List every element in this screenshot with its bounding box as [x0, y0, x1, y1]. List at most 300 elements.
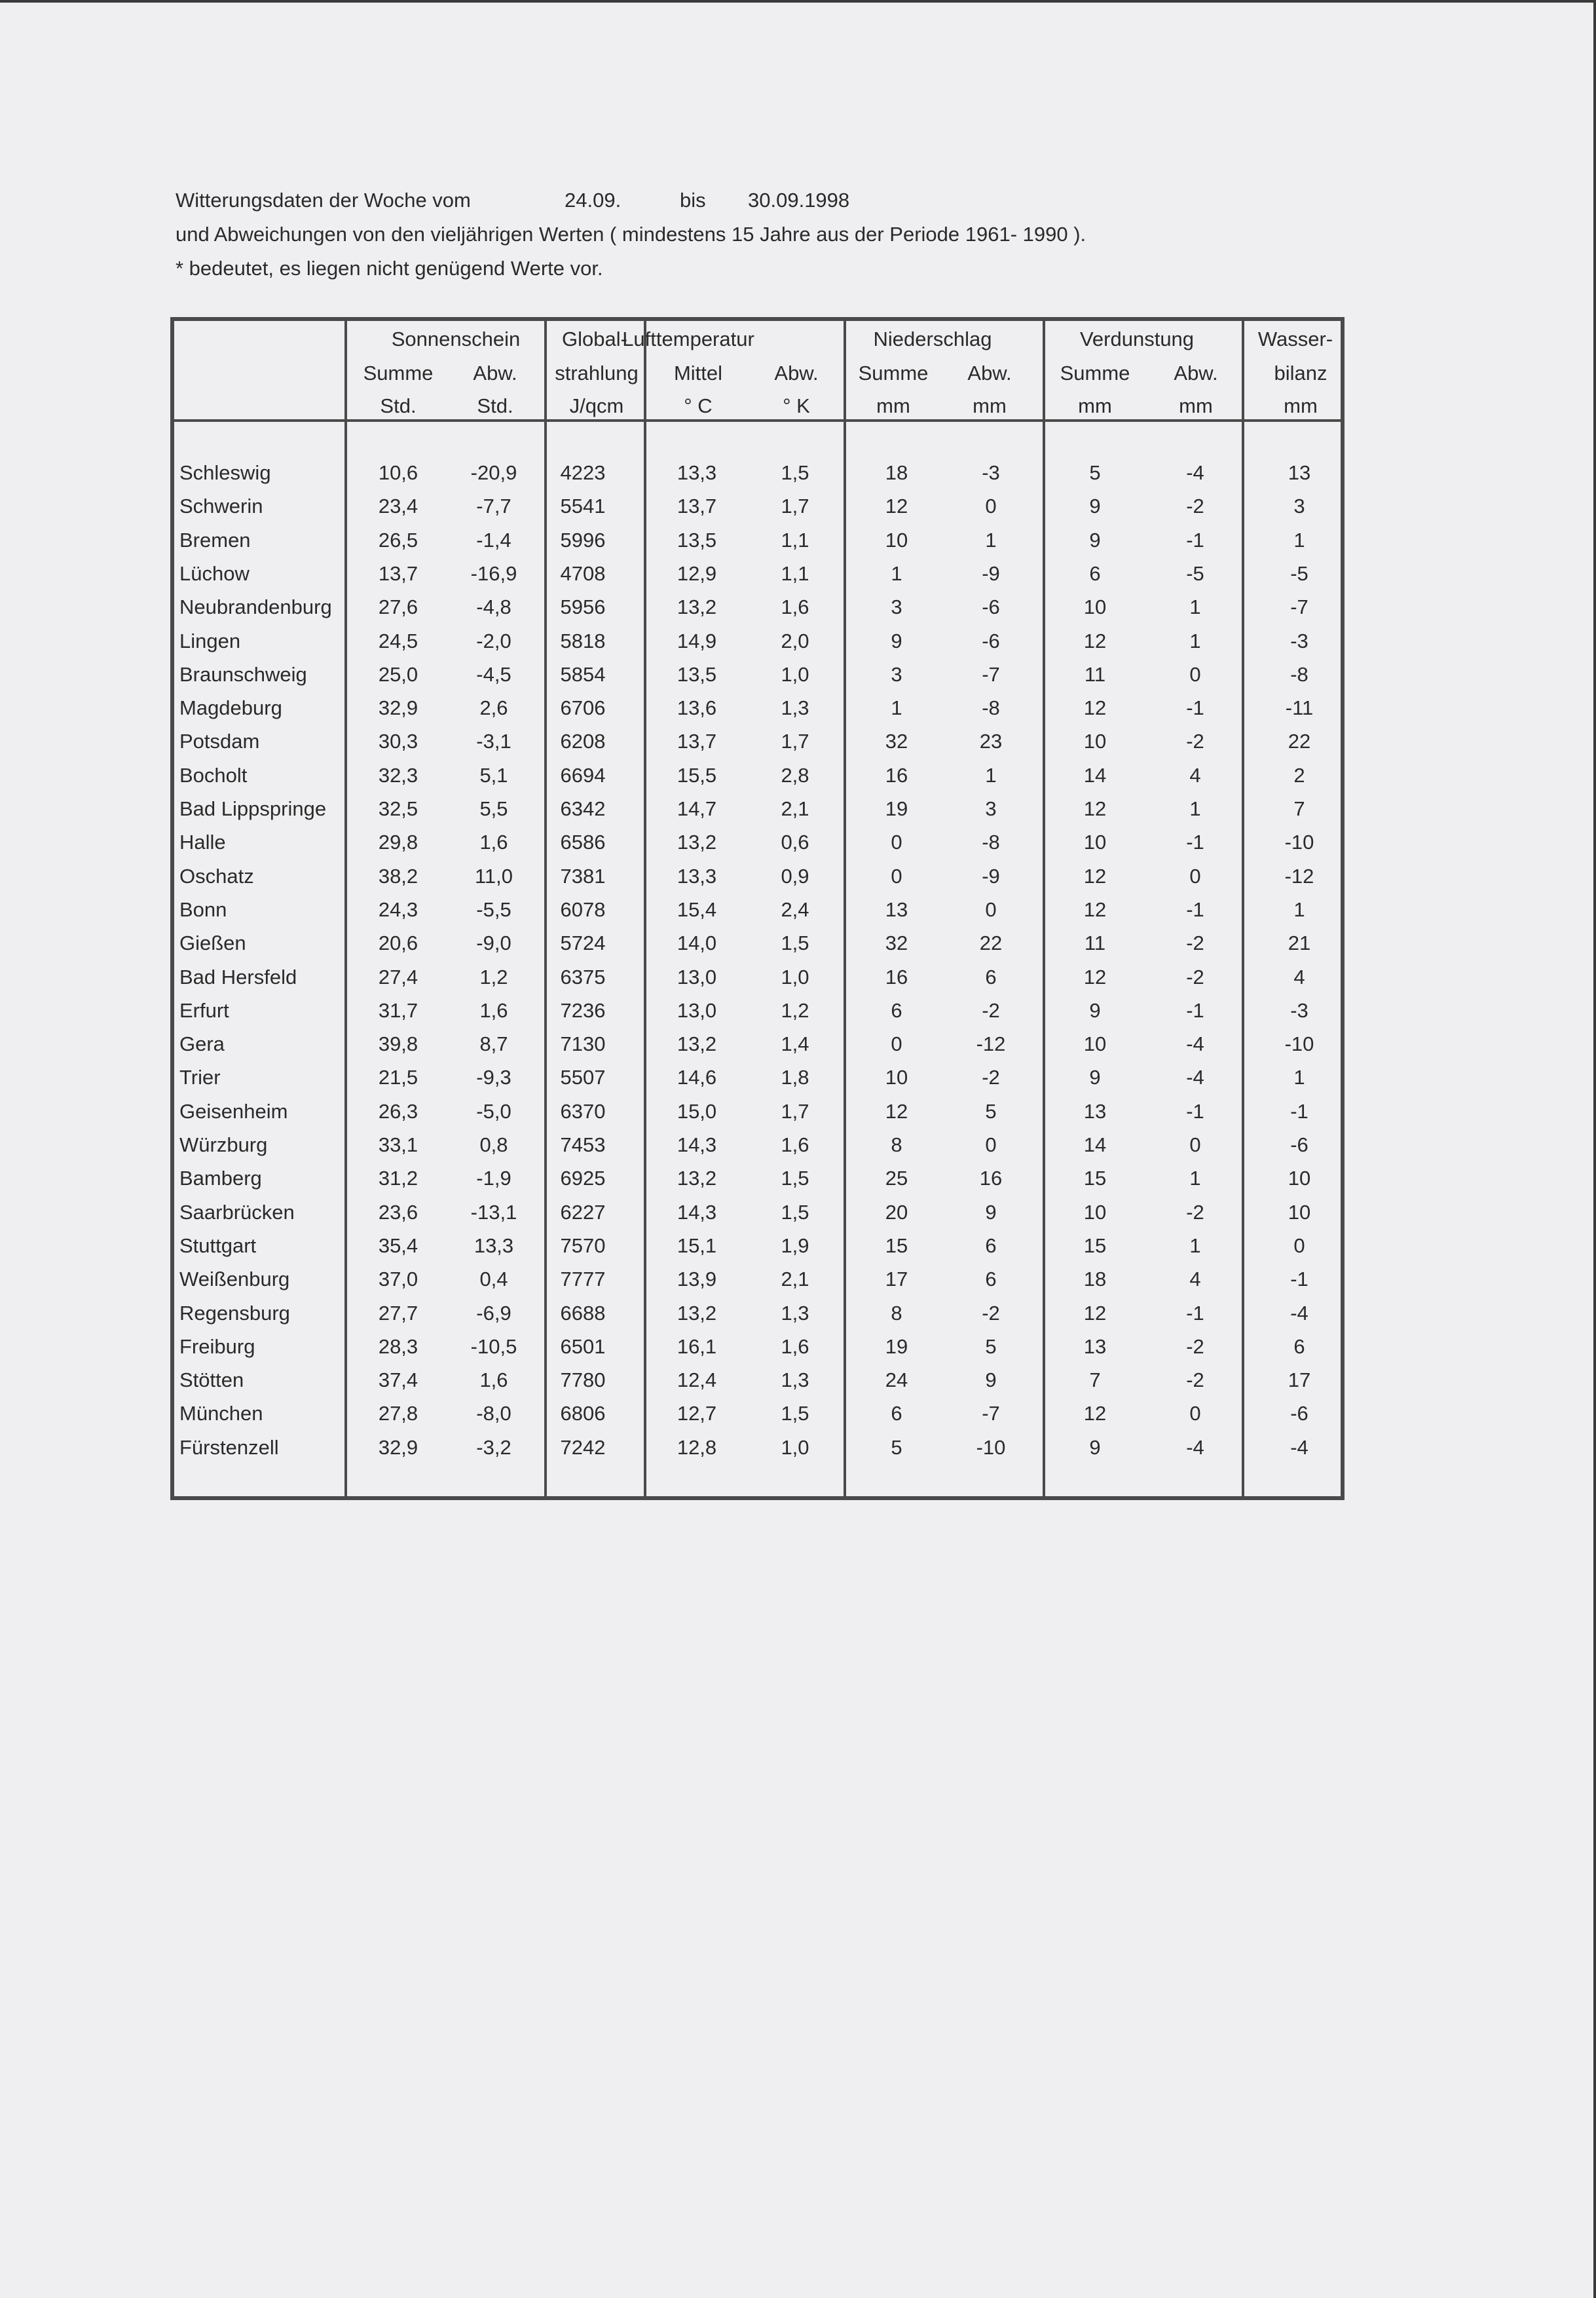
table-cell: 10: [1083, 595, 1107, 618]
unit-header: mm: [1179, 394, 1213, 417]
table-cell: 10: [885, 529, 908, 552]
table-cell: 35,4: [378, 1234, 418, 1257]
table-cell: -1: [1186, 898, 1204, 921]
sub-header: Summe: [858, 362, 929, 385]
table-cell: 30,3: [378, 730, 418, 753]
table-cell: 19: [885, 797, 908, 820]
table-cell: 0: [891, 831, 902, 854]
table-cell: 18: [1083, 1268, 1107, 1290]
table-cell: 13,2: [677, 1032, 717, 1055]
table-cell: 5: [891, 1436, 902, 1459]
unit-header: mm: [876, 394, 910, 417]
table-cell: -5: [1290, 562, 1308, 585]
table-cell: 2,6: [479, 696, 508, 719]
unit-header: ° C: [684, 394, 713, 417]
table-cell: 12: [1083, 966, 1107, 989]
table-cell: -1: [1186, 999, 1204, 1022]
station-name: Schleswig: [179, 461, 271, 484]
table-cell: 6586: [560, 831, 606, 854]
table-cell: 15,0: [677, 1100, 717, 1123]
table-cell: -4: [1186, 461, 1204, 484]
table-cell: 13,2: [677, 831, 717, 854]
table-cell: 0: [1189, 1402, 1201, 1425]
table-cell: -8: [982, 696, 1000, 719]
table-cell: -7: [982, 663, 1000, 686]
table-cell: 14: [1083, 764, 1107, 787]
table-cell: 13: [885, 898, 908, 921]
table-cell: 1,9: [781, 1234, 809, 1257]
table-cell: 1: [1189, 630, 1201, 652]
table-cell: 6: [891, 1402, 902, 1425]
table-cell: 2,1: [781, 1268, 809, 1290]
table-cell: 31,2: [378, 1167, 418, 1190]
station-name: Bamberg: [179, 1167, 262, 1190]
table-cell: 6501: [560, 1335, 606, 1358]
table-cell: 5541: [560, 495, 606, 518]
table-cell: -1,9: [476, 1167, 511, 1190]
table-cell: -20,9: [470, 461, 517, 484]
table-cell: -1: [1186, 1302, 1204, 1325]
unit-header: ° K: [783, 394, 810, 417]
table-cell: 9: [1089, 495, 1101, 518]
station-name: Geisenheim: [179, 1100, 288, 1123]
table-cell: 0: [1189, 663, 1201, 686]
table-cell: 8,7: [479, 1032, 508, 1055]
column-divider: [1043, 321, 1045, 1496]
table-cell: -6,9: [476, 1302, 511, 1325]
table-cell: 0: [891, 865, 902, 888]
table-cell: 12: [1083, 696, 1107, 719]
table-cell: 13,7: [677, 730, 717, 753]
group-header: Lufttemperatur: [622, 328, 754, 350]
table-cell: 6925: [560, 1167, 606, 1190]
table-cell: 5956: [560, 595, 606, 618]
table-cell: 32,3: [378, 764, 418, 787]
table-cell: 13,2: [677, 1302, 717, 1325]
table-cell: -1: [1290, 1100, 1308, 1123]
station-name: Würzburg: [179, 1133, 268, 1156]
table-cell: 1,8: [781, 1066, 809, 1089]
table-cell: 10: [885, 1066, 908, 1089]
table-cell: 6: [891, 999, 902, 1022]
station-name: Neubrandenburg: [179, 595, 332, 618]
table-cell: 1,7: [781, 1100, 809, 1123]
table-cell: -2: [1186, 966, 1204, 989]
table-cell: 9: [1089, 1066, 1101, 1089]
table-cell: -3: [982, 461, 1000, 484]
table-cell: 4223: [560, 461, 606, 484]
group-header: Niederschlag: [873, 328, 992, 350]
table-cell: 24,5: [378, 630, 418, 652]
table-cell: 16: [885, 966, 908, 989]
table-cell: 1,4: [781, 1032, 809, 1055]
table-cell: -9: [982, 562, 1000, 585]
table-cell: 25: [885, 1167, 908, 1190]
table-cell: -8: [1290, 663, 1308, 686]
table-cell: 28,3: [378, 1335, 418, 1358]
station-name: Bad Hersfeld: [179, 966, 297, 989]
table-cell: 6806: [560, 1402, 606, 1425]
table-cell: 15,5: [677, 764, 717, 787]
table-cell: 19: [885, 1335, 908, 1358]
table-cell: 27,8: [378, 1402, 418, 1425]
table-cell: 6706: [560, 696, 606, 719]
table-cell: 37,0: [378, 1268, 418, 1290]
station-name: Bremen: [179, 529, 251, 552]
table-cell: 5818: [560, 630, 606, 652]
table-cell: 29,8: [378, 831, 418, 854]
table-cell: 15,1: [677, 1234, 717, 1257]
table-cell: -3,1: [476, 730, 511, 753]
table-cell: 1,3: [781, 696, 809, 719]
table-cell: -4,8: [476, 595, 511, 618]
sub-header: Summe: [1060, 362, 1130, 385]
table-cell: 6: [985, 1234, 997, 1257]
table-cell: 18: [885, 461, 908, 484]
table-cell: -6: [1290, 1133, 1308, 1156]
table-cell: -7,7: [476, 495, 511, 518]
table-cell: 3: [1293, 495, 1305, 518]
table-cell: 5: [985, 1100, 997, 1123]
group-header: Verdunstung: [1079, 328, 1195, 350]
table-cell: 6: [1293, 1335, 1305, 1358]
table-cell: 6370: [560, 1100, 606, 1123]
table-cell: 12: [1083, 898, 1107, 921]
table-cell: -1: [1186, 696, 1204, 719]
column-divider: [344, 321, 347, 1496]
table-cell: 6208: [560, 730, 606, 753]
table-cell: 0,6: [781, 831, 809, 854]
table-cell: 9: [1089, 529, 1101, 552]
table-cell: -5,5: [476, 898, 511, 921]
table-cell: 7242: [560, 1436, 606, 1459]
table-cell: -12: [976, 1032, 1006, 1055]
table-cell: 12: [1083, 1402, 1107, 1425]
table-cell: 6688: [560, 1302, 606, 1325]
table-cell: 32,5: [378, 797, 418, 820]
table-cell: 7780: [560, 1368, 606, 1391]
table-cell: 2,4: [781, 898, 809, 921]
table-cell: 17: [1288, 1368, 1311, 1391]
table-cell: 5: [985, 1335, 997, 1358]
page-border-top: [0, 0, 1596, 3]
table-cell: 1: [1293, 1066, 1305, 1089]
table-cell: 12: [1083, 797, 1107, 820]
table-cell: 12,9: [677, 562, 717, 585]
table-cell: -11: [1285, 696, 1314, 719]
table-cell: 21,5: [378, 1066, 418, 1089]
table-cell: 11: [1084, 663, 1106, 686]
header-line-2: und Abweichungen von den vieljährigen Werten ( mindestens 15 Jahre aus der Periode 1961- 1990 ).: [176, 223, 1086, 246]
group-header: Wasser-: [1257, 328, 1333, 350]
table-cell: -3: [1290, 630, 1308, 652]
table-cell: 22: [1288, 730, 1311, 753]
table-cell: 2,8: [781, 764, 809, 787]
table-cell: 7236: [560, 999, 606, 1022]
table-cell: -2: [1186, 730, 1204, 753]
unit-header: mm: [1078, 394, 1112, 417]
table-cell: 2,1: [781, 797, 809, 820]
table-cell: -1: [1290, 1268, 1308, 1290]
table-cell: 1,6: [781, 595, 809, 618]
table-cell: 38,2: [378, 865, 418, 888]
table-cell: -2,0: [476, 630, 511, 652]
table-cell: 12: [1083, 1302, 1107, 1325]
table-cell: 9: [985, 1368, 997, 1391]
table-cell: 14,6: [677, 1066, 717, 1089]
table-cell: 1,7: [781, 495, 809, 518]
table-cell: 1,3: [781, 1302, 809, 1325]
table-cell: -2: [1186, 1335, 1204, 1358]
station-name: Halle: [179, 831, 226, 854]
station-name: Potsdam: [179, 730, 260, 753]
header-date-to: 30.09.1998: [748, 189, 850, 212]
table-cell: 1,6: [479, 999, 508, 1022]
table-cell: 13,0: [677, 999, 717, 1022]
table-cell: 6: [985, 1268, 997, 1290]
table-cell: -6: [982, 595, 1000, 618]
table-cell: 17: [885, 1268, 908, 1290]
group-header: Global-: [562, 328, 627, 350]
table-cell: 5: [1089, 461, 1101, 484]
table-cell: 13,7: [378, 562, 418, 585]
table-cell: 1,6: [781, 1133, 809, 1156]
table-cell: 13,7: [677, 495, 717, 518]
table-cell: 15: [885, 1234, 908, 1257]
table-cell: -1: [1186, 1100, 1204, 1123]
table-cell: 1,3: [781, 1368, 809, 1391]
station-name: Bad Lippspringe: [179, 797, 327, 820]
table-cell: 24,3: [378, 898, 418, 921]
table-cell: 3: [891, 663, 902, 686]
table-cell: -2: [982, 1066, 1000, 1089]
table-cell: 1,5: [781, 1167, 809, 1190]
table-cell: 27,6: [378, 595, 418, 618]
table-cell: 12: [1083, 865, 1107, 888]
table-cell: 5,5: [479, 797, 508, 820]
table-cell: 13: [1083, 1335, 1107, 1358]
table-cell: -5: [1186, 562, 1204, 585]
table-cell: 13: [1083, 1100, 1107, 1123]
table-cell: -3: [1290, 999, 1308, 1022]
table-cell: 27,7: [378, 1302, 418, 1325]
table-cell: 32: [885, 730, 908, 753]
header-line-3: * bedeutet, es liegen nicht genügend Werte vor.: [176, 257, 603, 280]
table-cell: 14,3: [677, 1133, 717, 1156]
table-cell: 13,6: [677, 696, 717, 719]
table-cell: 7: [1089, 1368, 1101, 1391]
table-cell: 1,0: [781, 966, 809, 989]
station-name: Lingen: [179, 630, 241, 652]
table-cell: 13,3: [677, 461, 717, 484]
table-cell: 9: [985, 1201, 997, 1224]
table-cell: 1: [891, 696, 902, 719]
station-name: Saarbrücken: [179, 1201, 295, 1224]
table-cell: 4: [1293, 966, 1305, 989]
table-cell: -4: [1186, 1032, 1204, 1055]
table-cell: -6: [1290, 1402, 1308, 1425]
table-cell: 7: [1293, 797, 1305, 820]
table-cell: 0: [985, 495, 997, 518]
table-cell: 1,7: [781, 730, 809, 753]
table-cell: -2: [982, 1302, 1000, 1325]
table-cell: 1,5: [781, 461, 809, 484]
table-cell: 1: [1189, 595, 1201, 618]
table-cell: 11: [1084, 932, 1106, 954]
table-cell: 1: [985, 529, 997, 552]
table-cell: 0,8: [479, 1133, 508, 1156]
table-cell: 8: [891, 1133, 902, 1156]
column-divider: [644, 321, 646, 1496]
unit-header: J/qcm: [569, 394, 624, 417]
weather-table: [170, 317, 1345, 1500]
station-name: Fürstenzell: [179, 1436, 279, 1459]
table-cell: 0: [1293, 1234, 1305, 1257]
table-cell: 1: [891, 562, 902, 585]
table-cell: -10: [1284, 831, 1314, 854]
station-name: Oschatz: [179, 865, 254, 888]
table-cell: -9,3: [476, 1066, 511, 1089]
table-cell: 10: [1288, 1167, 1311, 1190]
station-name: Freiburg: [179, 1335, 255, 1358]
table-cell: 0: [985, 1133, 997, 1156]
table-cell: 32: [885, 932, 908, 954]
table-cell: 9: [1089, 1436, 1101, 1459]
table-cell: -16,9: [470, 562, 517, 585]
table-cell: 15,4: [677, 898, 717, 921]
station-name: Weißenburg: [179, 1268, 290, 1290]
table-cell: 1,1: [781, 529, 809, 552]
table-cell: 1: [1189, 1234, 1201, 1257]
table-cell: 13,2: [677, 1167, 717, 1190]
table-cell: 1,2: [479, 966, 508, 989]
table-cell: -10: [1284, 1032, 1314, 1055]
table-cell: 1,2: [781, 999, 809, 1022]
table-cell: 32,9: [378, 696, 418, 719]
table-cell: 4: [1189, 764, 1201, 787]
table-cell: 8: [891, 1302, 902, 1325]
table-cell: -5,0: [476, 1100, 511, 1123]
station-name: Regensburg: [179, 1302, 290, 1325]
table-cell: 1: [1293, 529, 1305, 552]
table-cell: 31,7: [378, 999, 418, 1022]
table-cell: -3,2: [476, 1436, 511, 1459]
unit-header: mm: [1284, 394, 1318, 417]
station-name: Trier: [179, 1066, 221, 1089]
table-cell: -4,5: [476, 663, 511, 686]
table-cell: 6227: [560, 1201, 606, 1224]
unit-header: Std.: [477, 394, 513, 417]
station-name: München: [179, 1402, 263, 1425]
table-cell: 6078: [560, 898, 606, 921]
table-cell: 13,0: [677, 966, 717, 989]
table-cell: -7: [1290, 595, 1308, 618]
table-cell: 10: [1083, 1201, 1107, 1224]
table-cell: -6: [982, 630, 1000, 652]
header-bis: bis: [680, 189, 706, 212]
table-cell: 16: [979, 1167, 1003, 1190]
sub-header: Abw.: [1174, 362, 1218, 385]
table-cell: -1: [1186, 529, 1204, 552]
table-cell: 1,0: [781, 663, 809, 686]
table-cell: 0: [1189, 1133, 1201, 1156]
table-cell: 4708: [560, 562, 606, 585]
table-cell: 7381: [560, 865, 606, 888]
table-cell: 32,9: [378, 1436, 418, 1459]
table-cell: 14,3: [677, 1201, 717, 1224]
table-cell: 12: [885, 495, 908, 518]
table-cell: 5507: [560, 1066, 606, 1089]
table-cell: 23: [979, 730, 1003, 753]
station-name: Schwerin: [179, 495, 263, 518]
table-cell: -2: [982, 999, 1000, 1022]
table-cell: 33,1: [378, 1133, 418, 1156]
table-cell: 1,5: [781, 1201, 809, 1224]
unit-header: Std.: [380, 394, 417, 417]
station-name: Gera: [179, 1032, 225, 1055]
table-cell: 13,3: [473, 1234, 514, 1257]
table-cell: 26,5: [378, 529, 418, 552]
table-cell: 12: [885, 1100, 908, 1123]
table-cell: 1,6: [479, 831, 508, 854]
table-cell: 14,0: [677, 932, 717, 954]
table-cell: -7: [982, 1402, 1000, 1425]
table-cell: 10: [1083, 1032, 1107, 1055]
page-border-right: [1593, 0, 1596, 2298]
table-cell: 37,4: [378, 1368, 418, 1391]
table-cell: 1,1: [781, 562, 809, 585]
table-cell: 16: [885, 764, 908, 787]
station-name: Magdeburg: [179, 696, 282, 719]
station-name: Bonn: [179, 898, 227, 921]
table-cell: 14,7: [677, 797, 717, 820]
column-divider: [544, 321, 547, 1496]
table-cell: 1: [1293, 898, 1305, 921]
header-divider: [174, 419, 1341, 422]
table-cell: 24: [885, 1368, 908, 1391]
table-cell: 7130: [560, 1032, 606, 1055]
header-line1-label: Witterungsdaten der Woche vom: [176, 189, 471, 212]
station-name: Bocholt: [179, 764, 248, 787]
table-cell: 16,1: [677, 1335, 717, 1358]
table-cell: 23,6: [378, 1201, 418, 1224]
table-cell: 9: [1089, 999, 1101, 1022]
table-cell: -9,0: [476, 932, 511, 954]
table-cell: -4: [1186, 1066, 1204, 1089]
sub-header: Abw.: [473, 362, 517, 385]
sub-header: Abw.: [774, 362, 819, 385]
table-cell: 7453: [560, 1133, 606, 1156]
table-cell: -2: [1186, 1201, 1204, 1224]
sub-header: Mittel: [673, 362, 723, 385]
table-cell: 1: [985, 764, 997, 787]
table-cell: 5724: [560, 932, 606, 954]
table-cell: 12: [1083, 630, 1107, 652]
table-cell: 27,4: [378, 966, 418, 989]
table-cell: -1: [1186, 831, 1204, 854]
header-date-from: 24.09.: [565, 189, 622, 212]
table-cell: 13: [1288, 461, 1311, 484]
table-cell: -8,0: [476, 1402, 511, 1425]
table-cell: 5996: [560, 529, 606, 552]
table-cell: 13,5: [677, 529, 717, 552]
table-cell: -10: [976, 1436, 1006, 1459]
sub-header: Abw.: [967, 362, 1012, 385]
table-cell: 20,6: [378, 932, 418, 954]
table-cell: 0,9: [781, 865, 809, 888]
table-cell: -13,1: [470, 1201, 517, 1224]
table-cell: 0,4: [479, 1268, 508, 1290]
